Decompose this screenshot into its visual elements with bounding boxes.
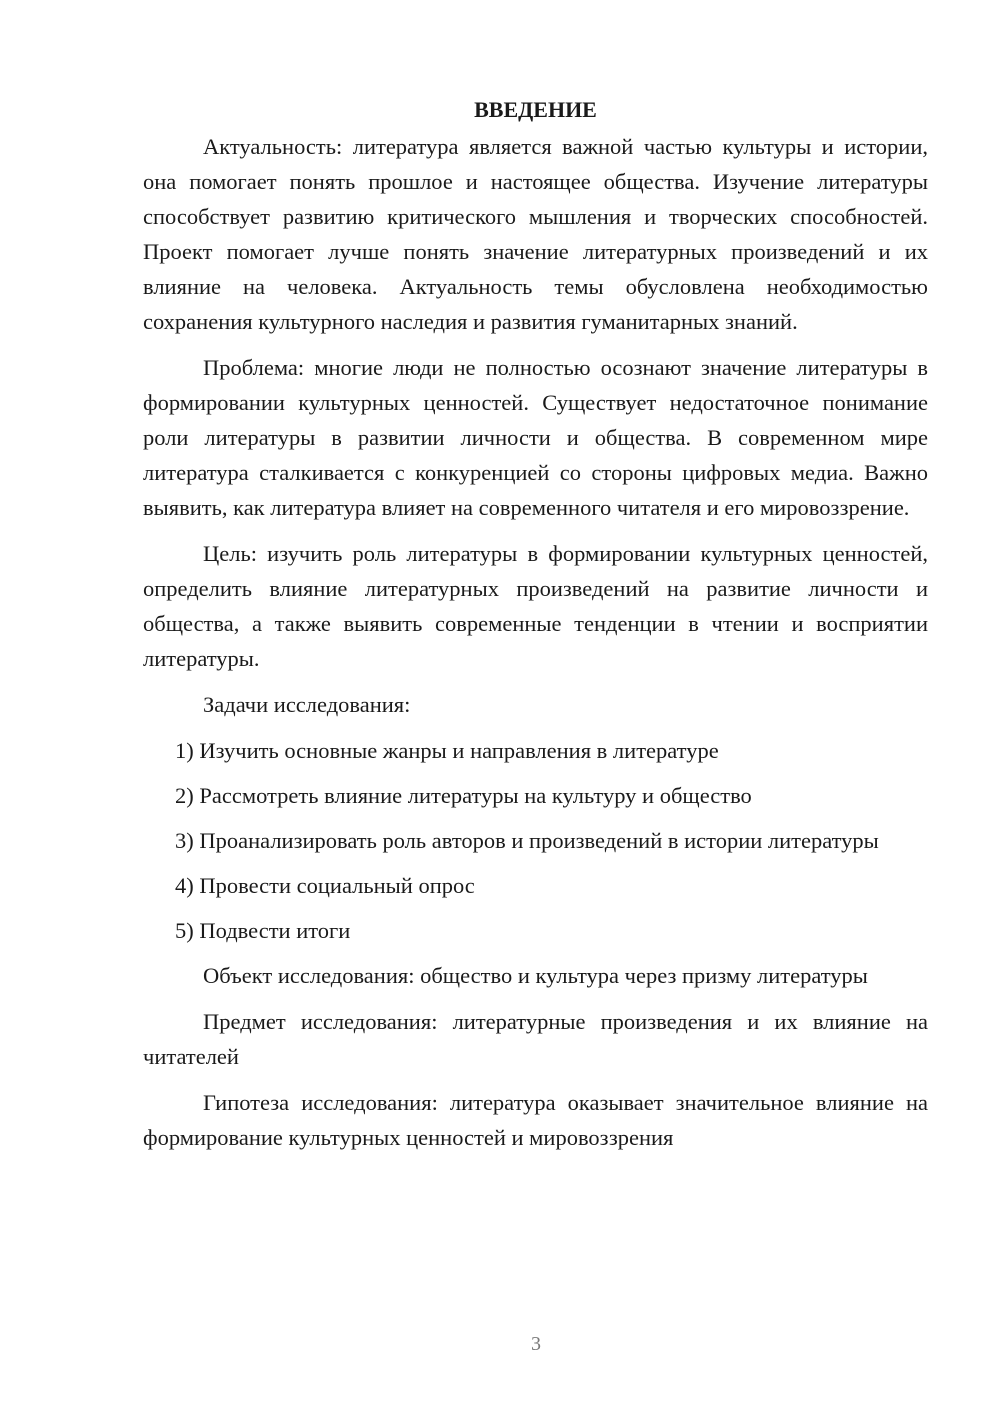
list-item: 5) Подвести итоги: [175, 918, 351, 943]
tasks-heading: Задачи исследования:: [203, 692, 411, 717]
list-item: 3) Проанализировать роль авторов и произведений в истории литературы: [175, 828, 879, 853]
problem-paragraph: Проблема: многие люди не полностью осознают значение литературы в формировании культурных ценностей. Существует недостаточное понимание роли литературы в развитии личности и общества. В современном мире литература сталкивается с конкуренцией со стороны цифровых медиа. Важно выявить, как литература влияет на современного читателя и его мировоззрение.: [143, 355, 928, 520]
list-item: 2) Рассмотреть влияние литературы на культуру и общество: [175, 783, 752, 808]
list-item: 4) Провести социальный опрос: [175, 873, 475, 898]
list-item: 1) Изучить основные жанры и направления в литературе: [175, 738, 719, 763]
page-title: ВВЕДЕНИЕ: [474, 97, 597, 122]
goal-paragraph: Цель: изучить роль литературы в формировании культурных ценностей, определить влияние литературных произведений на развитие личности и общества, а также выявить современные тенденции в чтении и восприятии литературы.: [143, 541, 928, 671]
relevance-paragraph: Актуальность: литература является важной частью культуры и истории, она помогает понять прошлое и настоящее общества. Изучение литературы способствует развитию критического мышления и творческих способностей. Проект помогает лучше понять значение литературных произведений и их влияние на человека. Актуальность темы обусловлена необходимостью сохранения культурного наследия и развития гуманитарных знаний.: [143, 134, 928, 334]
tasks-list: [143, 733, 928, 948]
page-content: [143, 92, 928, 1166]
hypothesis-paragraph: Гипотеза исследования: литература оказывает значительное влияние на формирование культурных ценностей и мировоззрения: [143, 1090, 928, 1150]
object-paragraph: Объект исследования: общество и культура через призму литературы: [203, 963, 868, 988]
subject-paragraph: Предмет исследования: литературные произведения и их влияние на читателей: [143, 1009, 928, 1069]
page-number: 3: [531, 1333, 541, 1355]
